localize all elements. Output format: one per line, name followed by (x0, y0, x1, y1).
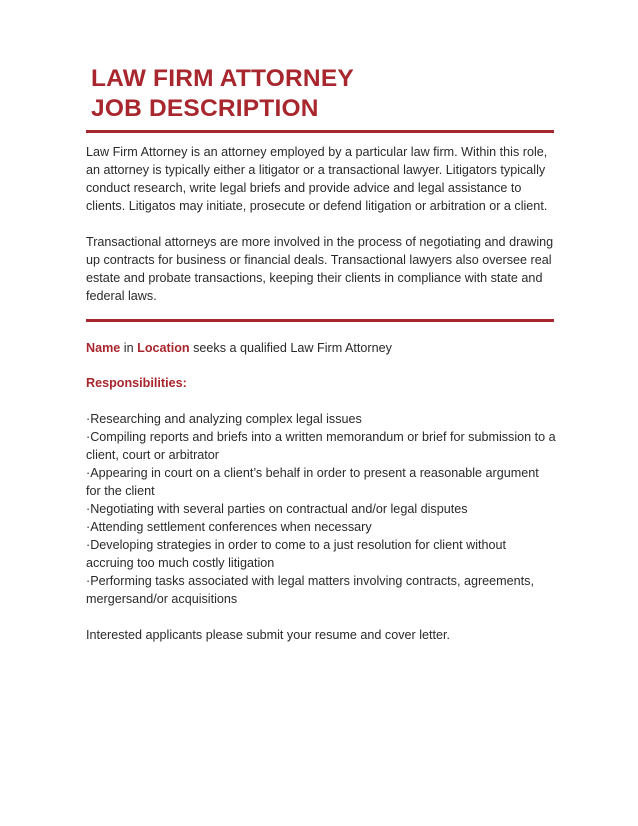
posting-seeks-text: seeks a qualified Law Firm Attorney (189, 341, 392, 355)
posting-in-word: in (120, 341, 138, 355)
list-item: ·Attending settlement conferences when necessary (86, 520, 372, 534)
list-item: ·Developing strategies in order to come to a just resolution for client without accruing too much costly litigation (86, 538, 507, 570)
responsibilities-heading: Responsibilities: (86, 376, 187, 390)
list-item: ·Researching and analyzing complex legal issues (86, 412, 362, 426)
paragraph-spacer (86, 215, 556, 233)
title-line-2: JOB DESCRIPTION (91, 95, 319, 122)
title-divider (86, 130, 554, 133)
list-item: ·Performing tasks associated with legal matters involving contracts, agreements, mergersand/or acquisitions (86, 574, 534, 606)
intro-paragraph-1: Law Firm Attorney is an attorney employed by a particular law firm. Within this role, an attorney is typically either a litigator or a transactional lawyer. Litigators typically conduct research, write legal briefs and provide advice and legal assistance to clients. Litigatos may initiate, prosecute or defend litigation or arbitration or a client. (86, 145, 548, 213)
title-line-1: LAW FIRM ATTORNEY (91, 65, 354, 92)
closing-statement: Interested applicants please submit your resume and cover letter. (86, 628, 451, 642)
section-divider (86, 319, 554, 322)
company-name-placeholder: Name (86, 341, 121, 355)
list-item: ·Negotiating with several parties on contractual and/or legal disputes (86, 502, 468, 516)
intro-paragraph-2: Transactional attorneys are more involved in the process of negotiating and drawing up contracts for business or financial deals. Transactional lawyers also oversee real estate and probate transactions, keeping their clients in compliance with state and federal laws. (86, 235, 554, 303)
list-item: ·Compiling reports and briefs into a written memorandum or brief for submission to a client, court or arbitrator (86, 430, 556, 462)
list-item: ·Appearing in court on a client’s behalf in order to present a reasonable argument for the client (86, 466, 539, 498)
responsibilities-list (86, 410, 556, 608)
posting-line (86, 339, 556, 357)
job-description-page (86, 64, 556, 644)
document-title (86, 64, 556, 124)
location-placeholder: Location (137, 341, 190, 355)
